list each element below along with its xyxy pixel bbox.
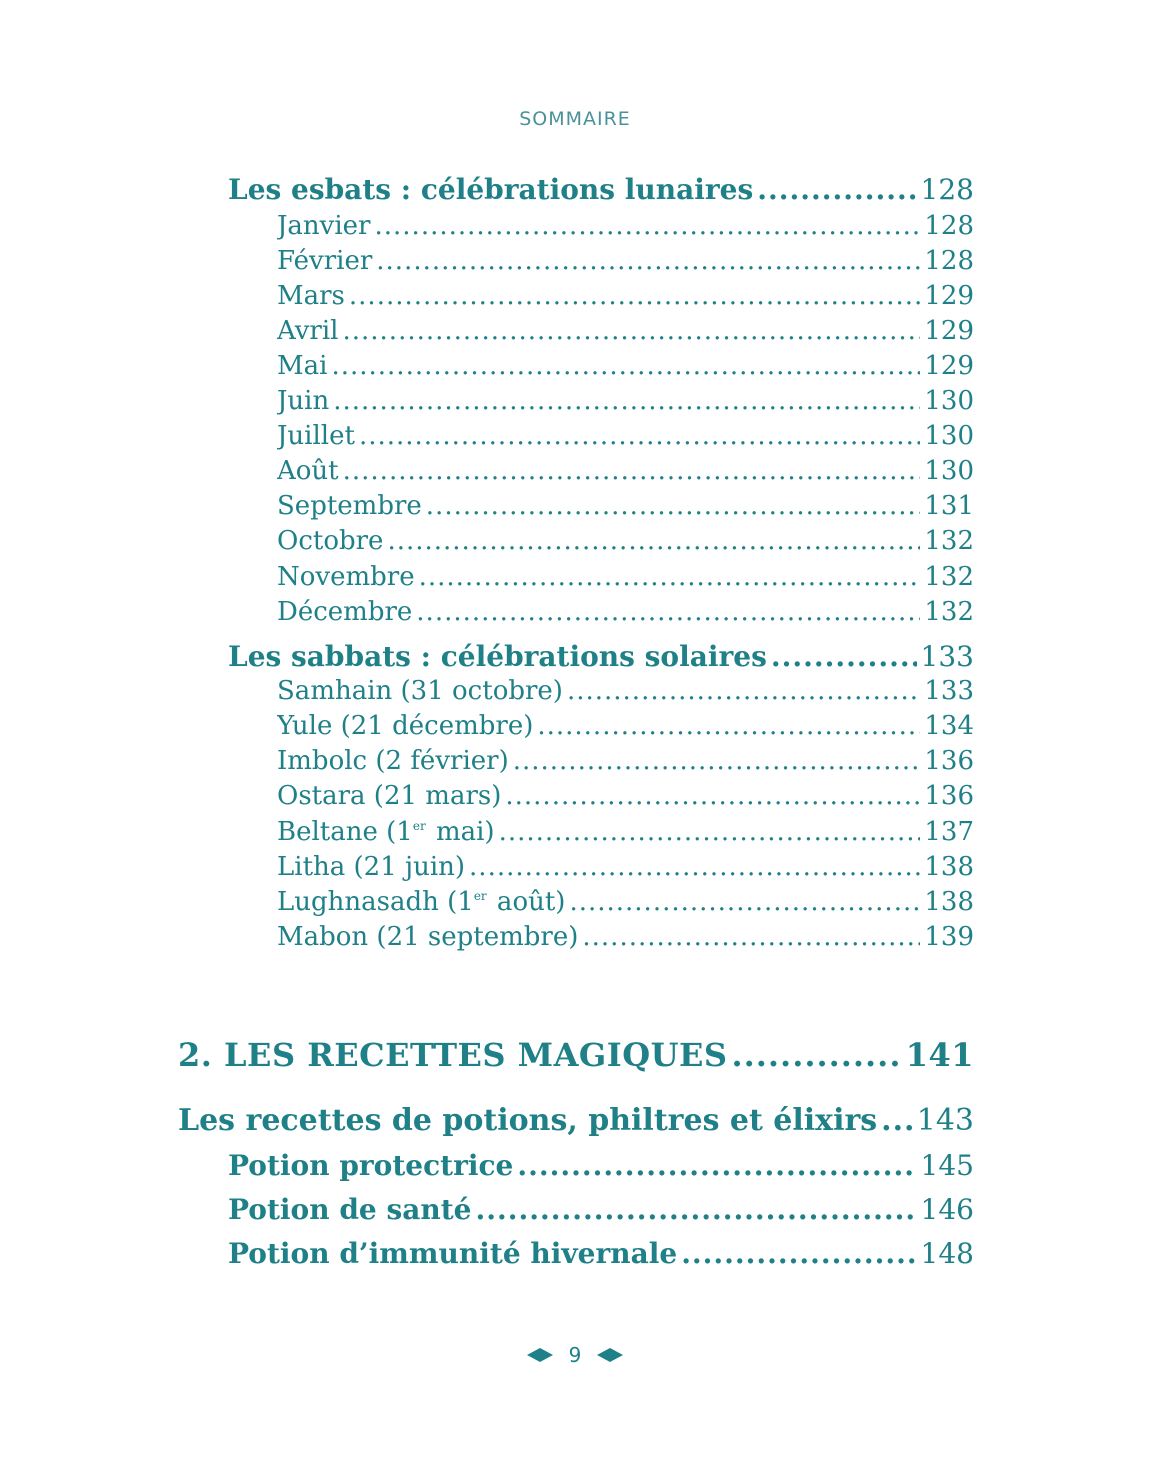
toc-page: 129	[924, 281, 974, 311]
toc-chapter	[178, 1036, 974, 1082]
leader-dots	[331, 351, 920, 381]
leader-dots	[771, 640, 917, 673]
toc-page: 133	[920, 640, 974, 673]
chapter-title: 2. LES RECETTES MAGIQUES	[178, 1036, 728, 1074]
toc-entry	[277, 281, 974, 317]
leader-dots	[359, 421, 920, 451]
toc-label: Décembre	[277, 597, 413, 627]
toc-entry	[277, 456, 974, 492]
leader-dots	[469, 852, 920, 882]
leader-dots	[513, 746, 921, 776]
page-footer	[515, 1340, 635, 1370]
toc-entry	[277, 386, 974, 422]
right-ornament-icon	[597, 1348, 623, 1362]
toc-page: 146	[920, 1193, 974, 1226]
toc-label: Janvier	[277, 211, 371, 241]
leader-dots	[505, 781, 920, 811]
toc-page: 138	[924, 852, 974, 882]
leader-dots	[567, 676, 920, 706]
leader-dots	[416, 597, 920, 627]
toc-page: 130	[924, 421, 974, 451]
toc-page: 128	[924, 246, 974, 276]
toc-page: 139	[924, 922, 974, 952]
toc-label: Litha (21 juin)	[277, 852, 466, 882]
leader-dots	[681, 1237, 916, 1270]
leader-dots	[537, 711, 920, 741]
leader-dots	[731, 1036, 901, 1074]
leader-dots	[757, 173, 916, 206]
toc-page: 128	[924, 211, 974, 241]
toc-page: 129	[924, 351, 974, 381]
superscript: er	[412, 819, 426, 833]
toc-entry	[277, 597, 974, 633]
toc-label: Novembre	[277, 562, 415, 592]
toc-entry	[228, 1149, 974, 1189]
toc-page: 131	[924, 491, 974, 521]
toc-label: Août	[277, 456, 339, 486]
toc-page: 128	[920, 173, 974, 206]
toc-page: 129	[924, 316, 974, 346]
toc-page: 141	[905, 1036, 974, 1074]
toc-section-recettes	[178, 1103, 974, 1145]
toc-entry	[277, 491, 974, 527]
leader-dots	[419, 562, 921, 592]
toc-page: 136	[924, 746, 974, 776]
toc-title: Les sabbats : célébrations solaires	[228, 640, 767, 673]
toc-label: Imbolc (2 février)	[277, 746, 509, 776]
toc-page: 130	[924, 386, 974, 416]
toc-label: Potion d’immunité hivernale	[228, 1237, 678, 1270]
leader-dots	[475, 1193, 916, 1226]
toc-entry	[277, 526, 974, 562]
toc-entry	[277, 746, 974, 782]
toc-entry	[277, 676, 974, 712]
leader-dots	[342, 316, 920, 346]
toc-entry	[277, 421, 974, 457]
toc-entry	[277, 351, 974, 387]
toc-entry	[277, 887, 974, 923]
leader-dots	[582, 922, 920, 952]
leader-dots	[375, 211, 921, 241]
toc-label: Juin	[277, 386, 330, 416]
toc-label: Ostara (21 mars)	[277, 781, 502, 811]
leader-dots	[499, 817, 921, 847]
toc-entry	[277, 711, 974, 747]
toc-label: Juillet	[277, 421, 355, 451]
toc-label: Samhain (31 octobre)	[277, 676, 563, 706]
toc-label: Lughnasadh (1er août)	[277, 887, 566, 917]
toc-entry	[277, 246, 974, 282]
leader-dots	[517, 1149, 916, 1182]
leader-dots	[349, 281, 920, 311]
leader-dots	[387, 526, 920, 556]
toc-entry	[228, 1237, 974, 1277]
toc-page: 134	[924, 711, 974, 741]
leader-dots	[376, 246, 920, 276]
leader-dots	[343, 456, 921, 486]
left-ornament-icon	[527, 1348, 553, 1362]
toc-label: Yule (21 décembre)	[277, 711, 534, 741]
toc-label: Beltane (1er mai)	[277, 817, 495, 847]
toc-label: Mars	[277, 281, 345, 311]
toc-label: Octobre	[277, 526, 384, 556]
leader-dots	[881, 1103, 913, 1138]
toc-label: Potion de santé	[228, 1193, 472, 1226]
toc-label: Mabon (21 septembre)	[277, 922, 579, 952]
toc-page: 136	[924, 781, 974, 811]
toc-label: Mai	[277, 351, 328, 381]
toc-entry	[228, 1193, 974, 1233]
toc-label: Avril	[277, 316, 339, 346]
toc-entry	[277, 781, 974, 817]
toc-page: 138	[924, 887, 974, 917]
toc-section-esbats	[228, 173, 974, 213]
toc-entry	[277, 211, 974, 247]
toc-entry	[277, 852, 974, 888]
superscript: er	[473, 889, 487, 903]
page-number: 9	[568, 1343, 582, 1367]
toc-title: Les esbats : célébrations lunaires	[228, 173, 754, 206]
toc-section-sabbats	[228, 640, 974, 680]
toc-entry	[277, 817, 974, 853]
toc-entry	[277, 922, 974, 958]
toc-title: Les recettes de potions, philtres et élixirs	[178, 1103, 878, 1138]
toc-page: 137	[924, 817, 974, 847]
toc-label: Septembre	[277, 491, 422, 521]
toc-page: 145	[920, 1149, 974, 1182]
toc-page: 130	[924, 456, 974, 486]
leader-dots	[333, 386, 920, 416]
running-header: SOMMAIRE	[519, 108, 631, 130]
leader-dots	[569, 887, 920, 917]
toc-entry	[277, 562, 974, 598]
toc-entry	[277, 316, 974, 352]
toc-page: 143	[916, 1103, 974, 1138]
toc-label: Potion protectrice	[228, 1149, 514, 1182]
toc-label: Février	[277, 246, 373, 276]
toc-page: 148	[920, 1237, 974, 1270]
toc-page: 132	[924, 597, 974, 627]
toc-page: 132	[924, 526, 974, 556]
toc-page: 132	[924, 562, 974, 592]
leader-dots	[426, 491, 921, 521]
toc-page: 133	[924, 676, 974, 706]
